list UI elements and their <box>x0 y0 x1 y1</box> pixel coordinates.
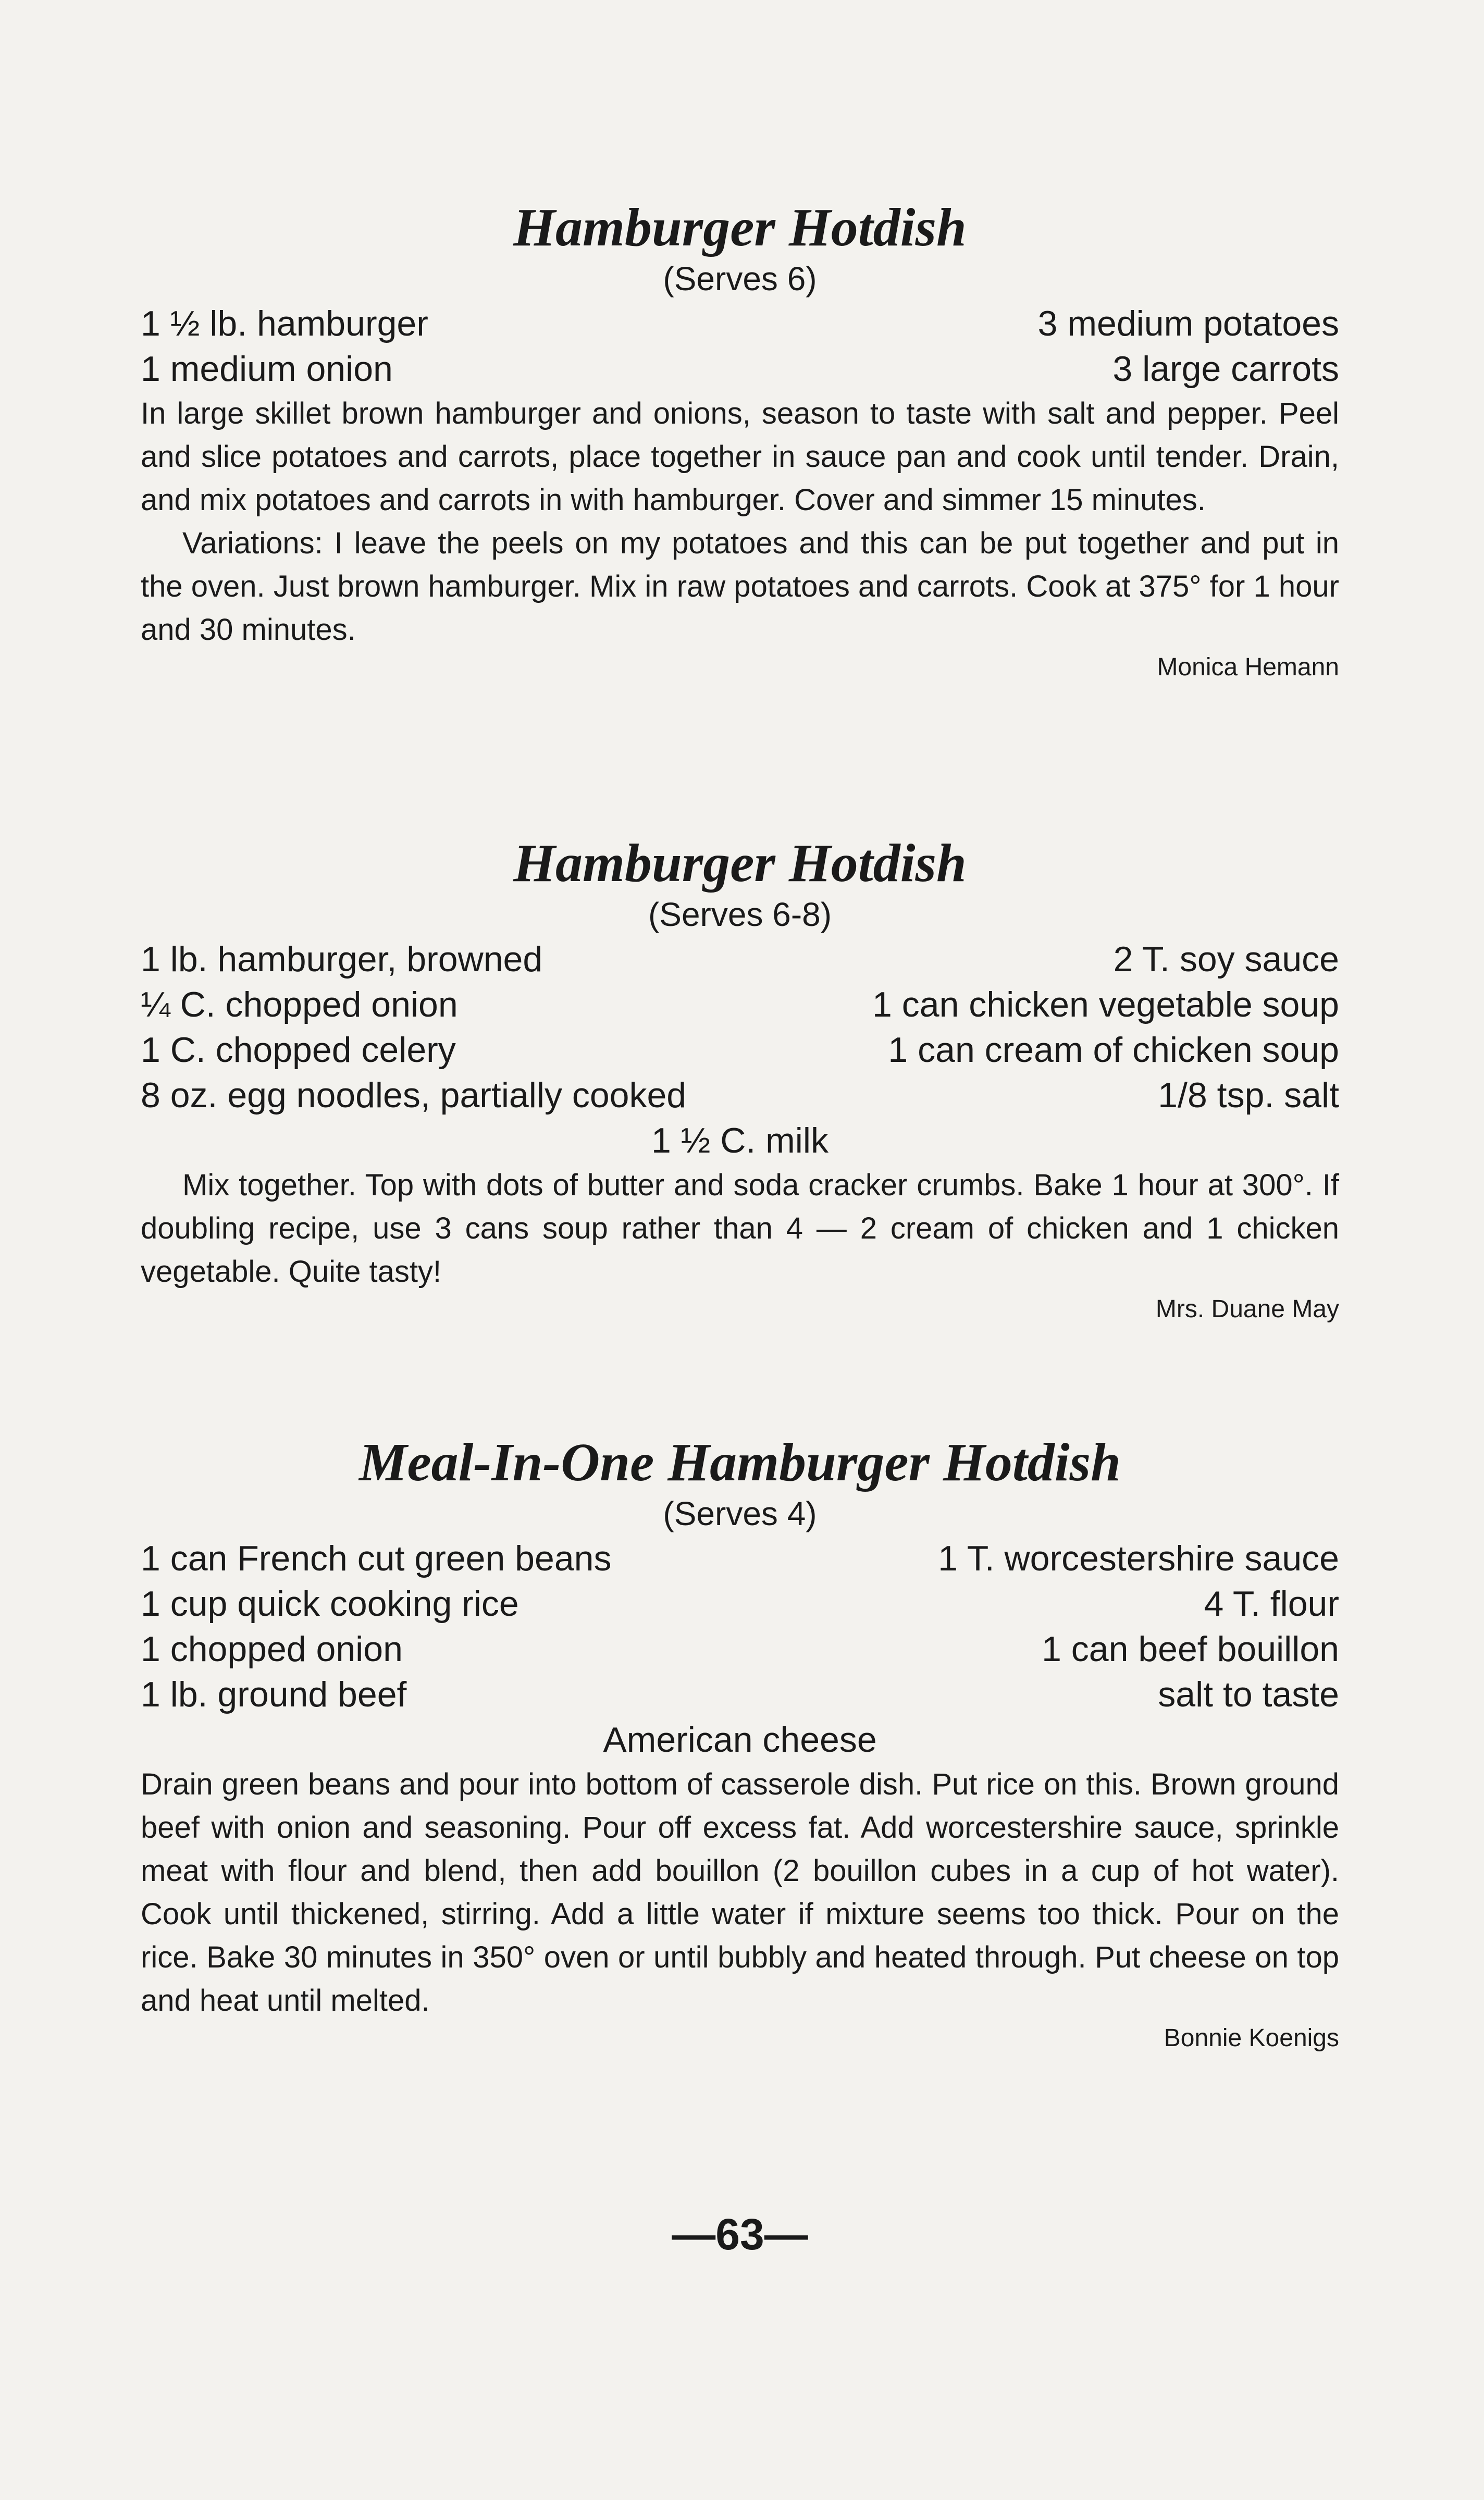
recipe-serves: (Serves 6) <box>663 260 817 298</box>
ingredient: 1 can beef bouillon <box>1042 1629 1339 1669</box>
ingredient-list <box>141 1536 1339 1763</box>
ingredient: 4 T. flour <box>1204 1583 1339 1624</box>
ingredient: ¼ C. chopped onion <box>141 984 458 1024</box>
recipe-hamburger-hotdish-1 <box>141 198 1339 684</box>
recipe-serves: (Serves 4) <box>663 1495 817 1533</box>
recipe-serves: (Serves 6-8) <box>648 896 832 934</box>
ingredient: 1 ½ lb. hamburger <box>141 303 428 343</box>
recipe-author: Mrs. Duane May <box>1155 1295 1339 1323</box>
recipe-title: Hamburger Hotdish <box>513 833 967 893</box>
ingredient: 1 can chicken vegetable soup <box>872 984 1339 1024</box>
ingredient: 2 T. soy sauce <box>1113 939 1339 979</box>
ingredient: 1 can French cut green beans <box>141 1538 612 1578</box>
recipe-directions: Mix together. Top with dots of butter and soda cracker crumbs. Bake 1 hour at 300°. If doubling recipe, use 3 cans soup rather than 4 — 2 cream of chicken and 1 chicken vegetable. Quite tasty! <box>141 1168 1339 1289</box>
ingredient: 1 lb. hamburger, browned <box>141 939 543 979</box>
ingredient: 1/8 tsp. salt <box>1158 1075 1339 1115</box>
recipe-directions: In large skillet brown hamburger and onions, season to taste with salt and pepper. Peel and slice potatoes and carrots, place together in sauce pan and cook until tender. Drain, and mix potatoes and carrots in with hamburger. Cover and simmer 15 minutes. <box>141 396 1339 517</box>
ingredient: 1 cup quick cooking rice <box>141 1583 519 1624</box>
ingredient: American cheese <box>603 1719 877 1760</box>
recipe-meal-in-one-hotdish <box>141 1433 1339 2055</box>
ingredient: salt to taste <box>1158 1674 1339 1714</box>
ingredient: 1 chopped onion <box>141 1629 403 1669</box>
ingredient: 1 can cream of chicken soup <box>888 1030 1339 1070</box>
ingredient: 3 medium potatoes <box>1037 303 1339 343</box>
recipe-author: Bonnie Koenigs <box>1164 2024 1339 2052</box>
ingredient: 1 ½ C. milk <box>651 1120 829 1160</box>
ingredient: 1 C. chopped celery <box>141 1030 456 1070</box>
ingredient: 1 T. worcestershire sauce <box>938 1538 1339 1578</box>
page-number: —63— <box>672 2210 808 2259</box>
ingredient: 1 lb. ground beef <box>141 1674 407 1714</box>
cookbook-page <box>141 188 1339 2459</box>
recipe-directions: Drain green beans and pour into bottom of casserole dish. Put rice on this. Brown ground beef with onion and seasoning. Pour off excess fat. Add worcestershire sauce, sprinkle meat with flour and blend, then add bouillon (2 bouillon cubes in a cup of hot water). Cook until thickened, stirring. Add a little water if mixture seems too thick. Pour on the rice. Bake 30 minutes in 350° oven or until bubbly and heated through. Put cheese on top and heat until melted. <box>141 1767 1339 2018</box>
ingredient: 3 large carrots <box>1112 349 1339 389</box>
ingredient-list <box>141 937 1339 1164</box>
recipe-hamburger-hotdish-2 <box>141 834 1339 1326</box>
ingredient: 1 medium onion <box>141 349 393 389</box>
ingredient: 8 oz. egg noodles, partially cooked <box>141 1075 687 1115</box>
recipe-title: Meal-In-One Hamburger Hotdish <box>359 1432 1121 1492</box>
recipe-title: Hamburger Hotdish <box>513 197 967 257</box>
recipe-variations: Variations: I leave the peels on my potatoes and this can be put together and put in the oven. Just brown hamburger. Mix in raw potatoes and carrots. Cook at 375° for 1 hour and 30 minutes. <box>141 526 1339 647</box>
recipe-author: Monica Hemann <box>1157 653 1339 681</box>
ingredient-list <box>141 301 1339 392</box>
